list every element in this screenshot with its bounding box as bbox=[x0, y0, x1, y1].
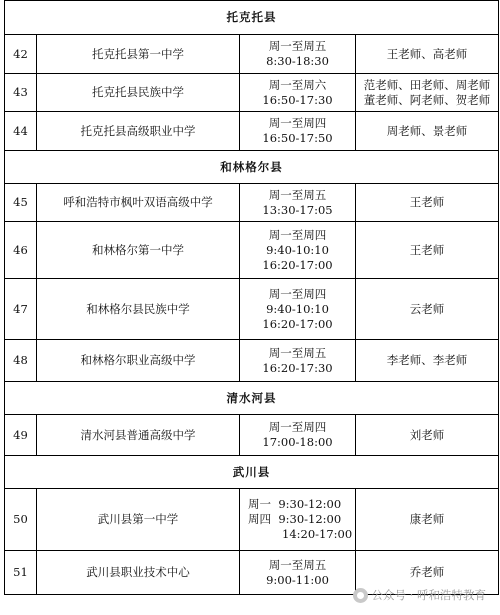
section-header-row bbox=[5, 382, 499, 415]
time-line: 9:40-10:10 bbox=[266, 301, 329, 316]
teacher-line: 乔老师 bbox=[409, 565, 445, 579]
teacher-names bbox=[356, 222, 499, 279]
time-line: 周一至周四 bbox=[268, 227, 327, 242]
service-time bbox=[240, 415, 356, 456]
teacher-line: 董老师、阿老师、贺老师 bbox=[363, 92, 491, 107]
time-line bbox=[240, 512, 355, 527]
teacher-line: 王老师 bbox=[409, 195, 445, 209]
school-name: 和林格尔职业高级中学 bbox=[37, 340, 240, 382]
time-line: 周一至周五 bbox=[268, 39, 327, 53]
teacher-line: 周老师、景老师 bbox=[386, 123, 468, 138]
service-time bbox=[240, 551, 356, 595]
time-line: 周一至周五 bbox=[268, 345, 327, 360]
school-name: 托克托县高级职业中学 bbox=[37, 112, 240, 151]
service-time bbox=[240, 222, 356, 279]
time-line: 16:20-17:30 bbox=[262, 360, 333, 375]
section-header-row bbox=[5, 1, 499, 35]
teacher-names bbox=[356, 112, 499, 151]
section-header-row bbox=[5, 151, 499, 184]
time-day: 周四 bbox=[248, 512, 271, 526]
time-line: 周一至周五 bbox=[268, 187, 327, 202]
teacher-names bbox=[356, 74, 499, 112]
school-name: 和林格尔第一中学 bbox=[37, 222, 240, 279]
row-number: 51 bbox=[5, 551, 37, 595]
time-line: 16:50-17:30 bbox=[262, 92, 333, 107]
time-line: 16:20-17:00 bbox=[262, 316, 333, 331]
service-time bbox=[240, 112, 356, 151]
time-line: 周一至周四 bbox=[268, 420, 327, 434]
teacher-line: 王老师、高老师 bbox=[386, 46, 468, 61]
row-number: 46 bbox=[5, 222, 37, 279]
schedule-table-wrapper bbox=[4, 0, 498, 595]
teacher-names bbox=[356, 489, 499, 551]
section-title: 托克托县 bbox=[5, 1, 499, 35]
school-name: 和林格尔县民族中学 bbox=[37, 279, 240, 340]
teacher-names bbox=[356, 340, 499, 382]
teacher-line: 云老师 bbox=[409, 301, 445, 316]
service-time bbox=[240, 489, 356, 551]
time-range: 9:30-12:00 bbox=[278, 497, 342, 511]
time-line: 16:20-17:00 bbox=[262, 257, 333, 272]
table-row bbox=[5, 184, 499, 222]
section-title: 和林格尔县 bbox=[5, 151, 499, 184]
teacher-names bbox=[356, 279, 499, 340]
table-row bbox=[5, 112, 499, 151]
time-line: 周一至周四 bbox=[268, 286, 327, 301]
row-number: 43 bbox=[5, 74, 37, 112]
section-title: 武川县 bbox=[5, 456, 499, 489]
time-line: 9:00-11:00 bbox=[266, 572, 329, 587]
teacher-names bbox=[356, 35, 499, 74]
teacher-line: 刘老师 bbox=[409, 427, 445, 442]
watermark bbox=[353, 587, 486, 603]
teacher-line: 康老师 bbox=[409, 512, 445, 526]
school-name: 托克托县第一中学 bbox=[37, 35, 240, 74]
teacher-line: 王老师 bbox=[409, 242, 445, 257]
time-line: 8:30-18:30 bbox=[266, 54, 329, 68]
table-row bbox=[5, 74, 499, 112]
teacher-line: 李老师、李老师 bbox=[386, 353, 468, 367]
time-line: 17:00-18:00 bbox=[262, 435, 333, 449]
time-range: 14:20-17:00 bbox=[282, 527, 353, 541]
section-title: 清水河县 bbox=[5, 382, 499, 415]
teacher-names bbox=[356, 184, 499, 222]
section-header-row bbox=[5, 456, 499, 489]
row-number: 48 bbox=[5, 340, 37, 382]
school-name: 武川县职业技术中心 bbox=[37, 551, 240, 595]
row-number: 42 bbox=[5, 35, 37, 74]
school-name: 清水河县普通高级中学 bbox=[37, 415, 240, 456]
time-day: 周一 bbox=[248, 497, 271, 511]
table-row bbox=[5, 279, 499, 340]
teacher-names bbox=[356, 415, 499, 456]
school-name: 托克托县民族中学 bbox=[37, 74, 240, 112]
table-row bbox=[5, 35, 499, 74]
time-line bbox=[240, 497, 355, 512]
table-row bbox=[5, 415, 499, 456]
table-row bbox=[5, 340, 499, 382]
time-line: 13:30-17:05 bbox=[262, 202, 333, 217]
table-row bbox=[5, 222, 499, 279]
time-line: 周一至周五 bbox=[268, 557, 327, 572]
table-row bbox=[5, 489, 499, 551]
time-line: 9:40-10:10 bbox=[266, 242, 329, 257]
row-number: 49 bbox=[5, 415, 37, 456]
time-line: 16:50-17:50 bbox=[262, 131, 333, 145]
school-name: 武川县第一中学 bbox=[37, 489, 240, 551]
row-number: 50 bbox=[5, 489, 37, 551]
service-time bbox=[240, 279, 356, 340]
service-time bbox=[240, 184, 356, 222]
time-line: 周一至周六 bbox=[268, 77, 327, 92]
row-number: 44 bbox=[5, 112, 37, 151]
watermark-text: 公众号 · 呼和浩特教育 bbox=[371, 588, 486, 602]
service-time bbox=[240, 35, 356, 74]
wechat-official-account-icon bbox=[353, 588, 368, 603]
time-line bbox=[240, 527, 355, 542]
time-range: 9:30-12:00 bbox=[278, 512, 342, 526]
row-number: 45 bbox=[5, 184, 37, 222]
service-time bbox=[240, 74, 356, 112]
row-number: 47 bbox=[5, 279, 37, 340]
service-time bbox=[240, 340, 356, 382]
time-line: 周一至周四 bbox=[268, 116, 327, 130]
school-name: 呼和浩特市枫叶双语高级中学 bbox=[37, 184, 240, 222]
schedule-table bbox=[4, 0, 499, 595]
teacher-line: 范老师、田老师、周老师 bbox=[363, 77, 491, 92]
